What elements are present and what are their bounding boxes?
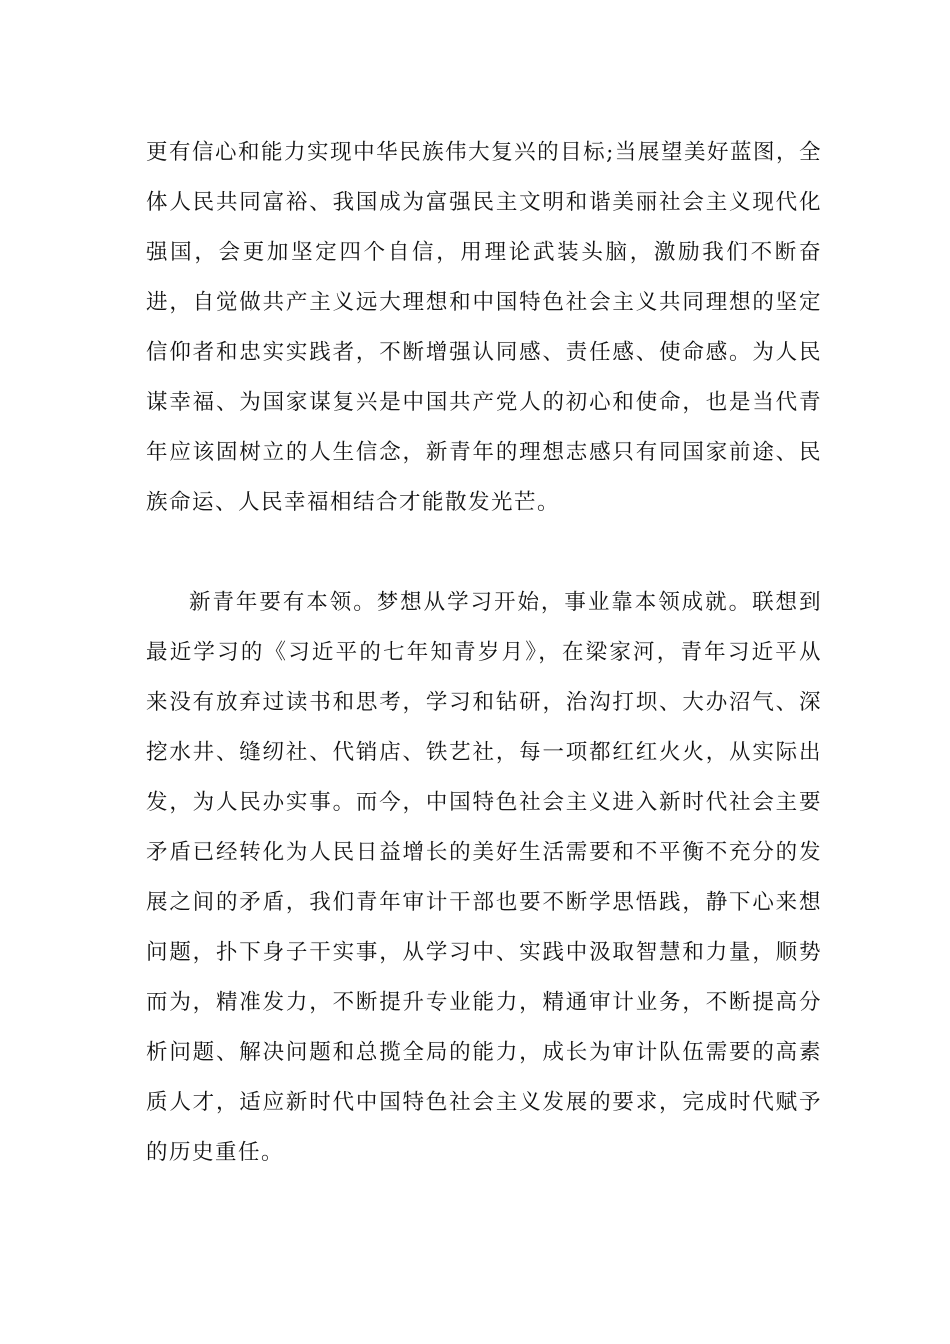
body-paragraph-2: 新青年要有本领。梦想从学习开始，事业靠本领成就。联想到最近学习的《习近平的七年知青岁月》，在梁家河，青年习近平从来没有放弃过读书和思考，学习和钻研，治沟打坝、大办沼气、深挖水井、缝纫社、代销店、铁艺社，每一项都红红火火，从实际出发，为人民办实事。而今，中国特色社会主义进入新时代社会主要矛盾已经转化为人民日益增长的美好生活需要和不平衡不充分的发展之间的矛盾，我们青年审计干部也要不断学思悟践，静下心来想问题，扑下身子干实事，从学习中、实践中汲取智慧和力量，顺势而为，精准发力，不断提升专业能力，精通审计业务，不断提高分析问题、解决问题和总揽全局的能力，成长为审计队伍需要的高素质人才，适应新时代中国特色社会主义发展的要求，完成时代赋予的历史重任。	[146, 590, 822, 1165]
body-paragraph-1: 更有信心和能力实现中华民族伟大复兴的目标;当展望美好蓝图，全体人民共同富裕、我国成为富强民主文明和谐美丽社会主义现代化强国，会更加坚定四个自信，用理论武装头脑，激励我们不断奋进，自觉做共产主义远大理想和中国特色社会主义共同理想的坚定信仰者和忠实实践者，不断增强认同感、责任感、使命感。为人民谋幸福、为国家谋复兴是中国共产党人的初心和使命，也是当代青年应该固树立的人生信念，新青年的理想志感只有同国家前途、民族命运、人民幸福相结合才能散发光芒。	[146, 140, 822, 515]
